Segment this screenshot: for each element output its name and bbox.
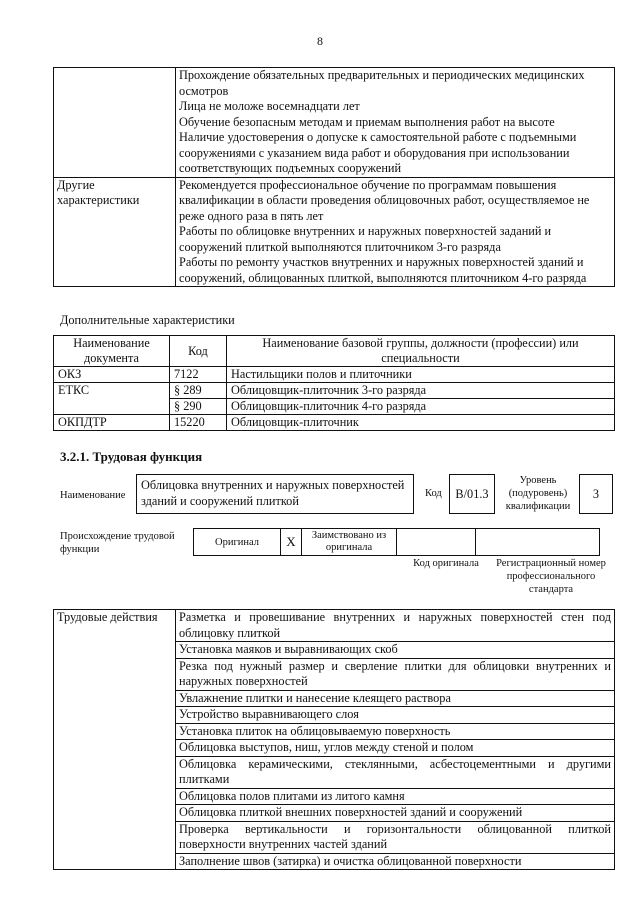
labor-actions-table (53, 609, 615, 870)
table-row (54, 383, 615, 399)
original-mark: X (281, 529, 302, 556)
labor-action-item: Облицовка выступов, ниш, углов между стеной и полом (176, 740, 615, 757)
table-row (54, 415, 615, 431)
labor-action-item: Резка под нужный размер и сверление плитки для облицовки внутренних и наружных поверхностей (176, 658, 615, 690)
original-label: Оригинал (194, 529, 281, 556)
requirements-table (53, 67, 615, 287)
labor-action-item: Проверка вертикальности и горизонтальности облицованной плиткой поверхности внутренних частей зданий (176, 821, 615, 853)
labor-action-item: Заполнение швов (затирка) и очистка облицованной поверхности (176, 853, 615, 870)
labor-action-item: Установка маяков и выравнивающих скоб (176, 642, 615, 659)
other-line: Работы по облицовке внутренних и наружных поверхностей заданий и сооружений плиткой выполняются плиточником 3-го разряда (179, 224, 552, 254)
labor-action-item: Устройство выравнивающего слоя (176, 707, 615, 724)
borrowed-label: Заимствовано из оригинала (302, 529, 397, 556)
labor-action-item: Облицовка полов плитами из литого камня (176, 788, 615, 805)
doc-cell: ОКПДТР (54, 415, 170, 431)
labor-action-item: Установка плиток на облицовываемую поверхность (176, 723, 615, 740)
code-cell: § 290 (170, 399, 227, 415)
code-cell: 15220 (170, 415, 227, 431)
requirements-label-cell (54, 68, 176, 178)
labor-action-item: Облицовка керамическими, стеклянными, асбестоцементными и другими плитками (176, 756, 615, 788)
doc-cell: ОКЗ (54, 367, 170, 383)
requirements-cell (176, 68, 615, 178)
code-original-caption: Код оригинала (413, 558, 479, 569)
requirement-line: Лица не моложе восемнадцати лет (179, 99, 360, 113)
name-cell: Облицовщик-плиточник 3-го разряда (227, 383, 615, 399)
code-cell: § 289 (170, 383, 227, 399)
origin-table (193, 528, 600, 556)
name-cell: Настильщики полов и плиточники (227, 367, 615, 383)
header-name: Наименование базовой группы, должности (профессии) или специальности (227, 336, 615, 367)
code-label: Код (425, 488, 442, 499)
requirement-line: Обучение безопасным методам и приемам выполнения работ на высоте (179, 114, 555, 129)
code-original-cell (397, 529, 476, 556)
name-cell: Облицовщик-плиточник 4-го разряда (227, 399, 615, 415)
name-cell: Облицовщик-плиточник (227, 415, 615, 431)
labor-actions-label: Трудовые действия (54, 610, 176, 870)
other-characteristics-cell (176, 177, 615, 287)
reg-number-cell (476, 529, 600, 556)
labor-action-item: Облицовка плиткой внешних поверхностей зданий и сооружений (176, 805, 615, 822)
requirement-line: Наличие удостоверения о допуске к самостоятельной работе с подъемными сооружениями с указанием вида работ и оборудования при использовании соответствующих подъемных сооружений (179, 130, 577, 175)
table-row (54, 367, 615, 383)
other-characteristics-label: Другие характеристики (54, 177, 176, 287)
header-code: Код (170, 336, 227, 367)
code-cell: 7122 (170, 367, 227, 383)
additional-table (53, 335, 615, 431)
labor-action-item: Разметка и провешивание внутренних и наружных поверхностей стен под облицовку плиткой (176, 610, 615, 642)
other-line: Работы по ремонту участков внутренних и наружных поверхностей зданий и сооружений, облицованных плиткой, выполняются плиточником 4-го разряда (179, 255, 587, 285)
requirement-line: Прохождение обязательных предварительных и периодических медицинских осмотров (179, 68, 585, 98)
level-box: 3 (579, 474, 613, 514)
page-number: 8 (317, 34, 323, 48)
reg-number-caption: Регистрационный номер профессионального стандарта (496, 558, 606, 595)
header-doc: Наименование документа (54, 336, 170, 367)
doc-cell: ЕТКС (54, 383, 170, 415)
additional-title: Дополнительные характеристики (60, 313, 235, 327)
function-code-box: B/01.3 (449, 474, 495, 514)
other-line: Рекомендуется профессиональное обучение по программам повышения квалификации в области проведения облицовочных работ, осуществляемое не реже одного раза в пять лет (179, 177, 590, 223)
level-label: Уровень (подуровень) квалификации (505, 475, 571, 512)
origin-label: Происхождение трудовой функции (60, 531, 175, 555)
name-label: Наименование (60, 490, 126, 501)
section-title: 3.2.1. Трудовая функция (60, 449, 203, 464)
function-name-box: Облицовка внутренних и наружных поверхностей зданий и сооружений плиткой (136, 474, 414, 514)
labor-action-item: Увлажнение плитки и нанесение клеящего раствора (176, 690, 615, 707)
